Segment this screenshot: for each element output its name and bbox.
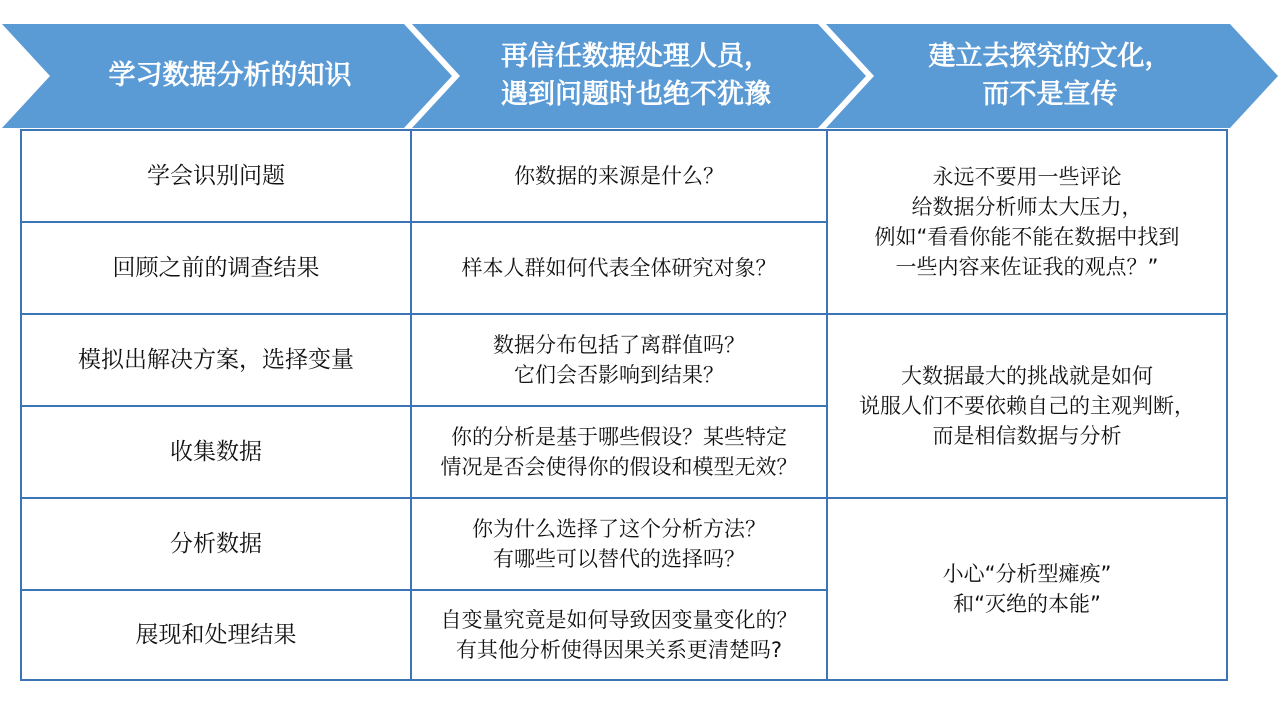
question-cell-assumptions: [412, 407, 826, 497]
question-cell-outliers: [412, 315, 826, 405]
culture-line: 而是相信数据与分析: [932, 424, 1122, 448]
culture-line: 说服人们不要依赖自己的主观判断，: [859, 394, 1195, 418]
culture-line: 和“灭绝的本能”: [953, 592, 1101, 616]
step-cell-analyze-data: [22, 499, 410, 589]
step-label: 收集数据: [170, 439, 262, 465]
header-col1-title: [40, 24, 420, 128]
grid-line: [1226, 129, 1228, 681]
question-line: 自变量究竟是如何导致因变量变化的？: [440, 608, 798, 632]
question-cell-sample: [412, 223, 826, 313]
question-line: 有哪些可以替代的选择吗？: [493, 547, 745, 571]
culture-cell-paralysis: [828, 499, 1226, 679]
question-cell-data-source: [412, 131, 826, 221]
step-cell-collect-data: [22, 407, 410, 497]
question-line: 你为什么选择了这个分析方法？: [472, 517, 766, 541]
question-line: 数据分布包括了离群值吗？: [493, 333, 745, 357]
grid-line: [20, 679, 1228, 681]
question-line: 样本人群如何代表全体研究对象？: [461, 256, 777, 280]
culture-line: 大数据最大的挑战就是如何: [901, 364, 1153, 388]
step-cell-identify-problem: [22, 131, 410, 221]
question-line: 有其他分析使得因果关系更清楚吗?: [455, 638, 783, 662]
header-col3-title: [860, 24, 1240, 128]
header-col1-line-1: 学习数据分析的知识: [108, 60, 352, 91]
header-col3-line-1: 建立去探究的文化，: [928, 41, 1172, 72]
question-cell-method: [412, 499, 826, 589]
step-label: 分析数据: [170, 531, 262, 557]
question-line: 你数据的来源是什么？: [514, 164, 724, 188]
question-line: 情况是否会使得你的假设和模型无效？: [440, 455, 798, 479]
step-label: 展现和处理结果: [135, 622, 297, 648]
step-label: 学会识别问题: [147, 163, 285, 189]
culture-cell-no-pressure: [828, 131, 1226, 313]
step-cell-model-solution: [22, 315, 410, 405]
question-line: 它们会否影响到结果？: [514, 363, 724, 387]
culture-line: 小心“分析型瘫痪”: [942, 562, 1112, 586]
step-cell-present-results: [22, 591, 410, 679]
step-label: 模拟出解决方案，选择变量: [78, 347, 354, 373]
header-col2-title: [446, 24, 826, 128]
culture-line: 永远不要用一些评论: [932, 165, 1122, 189]
culture-line: 一些内容来佐证我的观点？”: [895, 255, 1159, 279]
header-col2-line-1: 再信任数据处理人员，: [501, 41, 771, 72]
header-col2-line-2: 遇到问题时也绝不犹豫: [501, 79, 771, 110]
question-line: 你的分析是基于哪些假设？某些特定: [451, 425, 787, 449]
header-col3-line-2: 而不是宣传: [982, 79, 1118, 110]
step-label: 回顾之前的调查结果: [112, 255, 320, 281]
question-cell-causality: [412, 591, 826, 679]
step-cell-review-findings: [22, 223, 410, 313]
culture-cell-trust-data: [828, 315, 1226, 497]
culture-line: 给数据分析师太大压力，: [911, 195, 1143, 219]
culture-line: 例如“看看你能不能在数据中找到: [874, 225, 1180, 249]
